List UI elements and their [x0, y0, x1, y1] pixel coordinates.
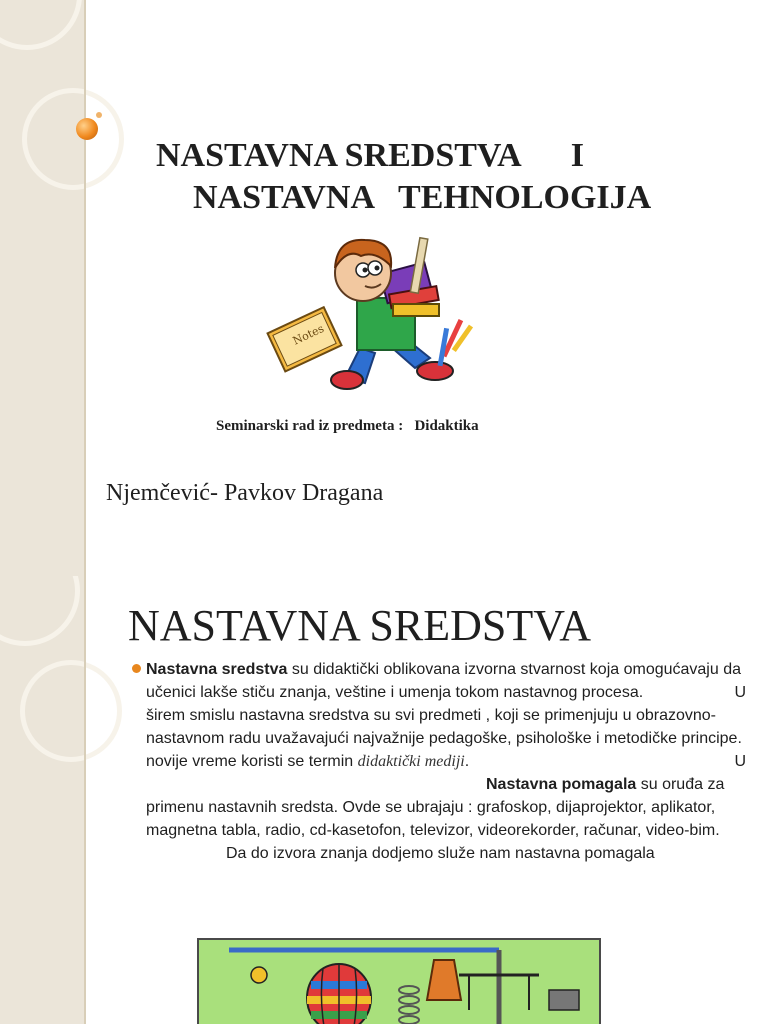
decorative-ring: [20, 660, 122, 762]
decorative-sidebar: [0, 0, 84, 576]
orange-orb-icon: [76, 118, 98, 140]
body-text: [146, 658, 746, 930]
seminar-subtitle: Seminarski rad iz predmeta : Didaktika: [216, 418, 479, 434]
decorative-ring: [0, 0, 82, 50]
paragraph-text: novije vreme koristi se termin: [146, 753, 358, 770]
page-title: [120, 135, 740, 219]
slide-heading: NASTAVNA SREDSTVA: [128, 601, 592, 650]
term-didakticki-mediji: didaktički mediji: [357, 753, 465, 770]
term-nastavna-sredstva: Nastavna sredstva: [146, 661, 288, 678]
paragraph-text: U: [734, 684, 746, 701]
paragraph-text: .: [464, 753, 470, 770]
decorative-sidebar: [0, 576, 84, 1024]
paragraph-text: su didaktički oblikovana izvorna stvarnost koja omogućavaju da učenici lakše stiču znanja, veštine i umenja tokom nastavnog procesa.: [146, 661, 741, 701]
decorative-ring: [0, 576, 80, 646]
paragraph-text: širem smislu nastavna sredstva su svi predmeti , koji se primenjuju u obrazovno-nastavnom radu uvažavajući najvažnije pedagoške, psihološke i metodičke principe.: [146, 707, 742, 747]
author-name: Njemčević- Pavkov Dragana: [106, 480, 384, 506]
term-nastavna-pomagala: Nastavna pomagala: [486, 776, 637, 793]
decorative-ring: [22, 88, 124, 190]
science-apparatus-icon: [197, 938, 601, 1024]
sidebar-divider: [84, 0, 86, 576]
title-line-1: NASTAVNA SREDSTVA I: [156, 137, 584, 174]
notes-label: Notes: [290, 321, 326, 348]
paragraph-text: su oruđa za primenu nastavnih sredsta. Ovde se ubrajaju : grafoskop, dijaprojektor, aplikator, magnetna tabla, radio, cd-kasetofon, televizor, videorekorder, računar, video-bim.: [146, 776, 725, 839]
title-line-2: NASTAVNA TEHNOLOGIJA: [193, 179, 652, 216]
bullet-icon: [132, 664, 141, 673]
paragraph-text: U: [734, 753, 746, 770]
slide-content: [0, 576, 768, 1024]
sidebar-divider: [84, 576, 86, 1024]
student-with-books-icon: [265, 228, 475, 398]
small-orb-icon: [96, 112, 102, 118]
paragraph-text: Da do izvora znanja dodjemo služe nam nastavna pomagala: [226, 845, 655, 862]
